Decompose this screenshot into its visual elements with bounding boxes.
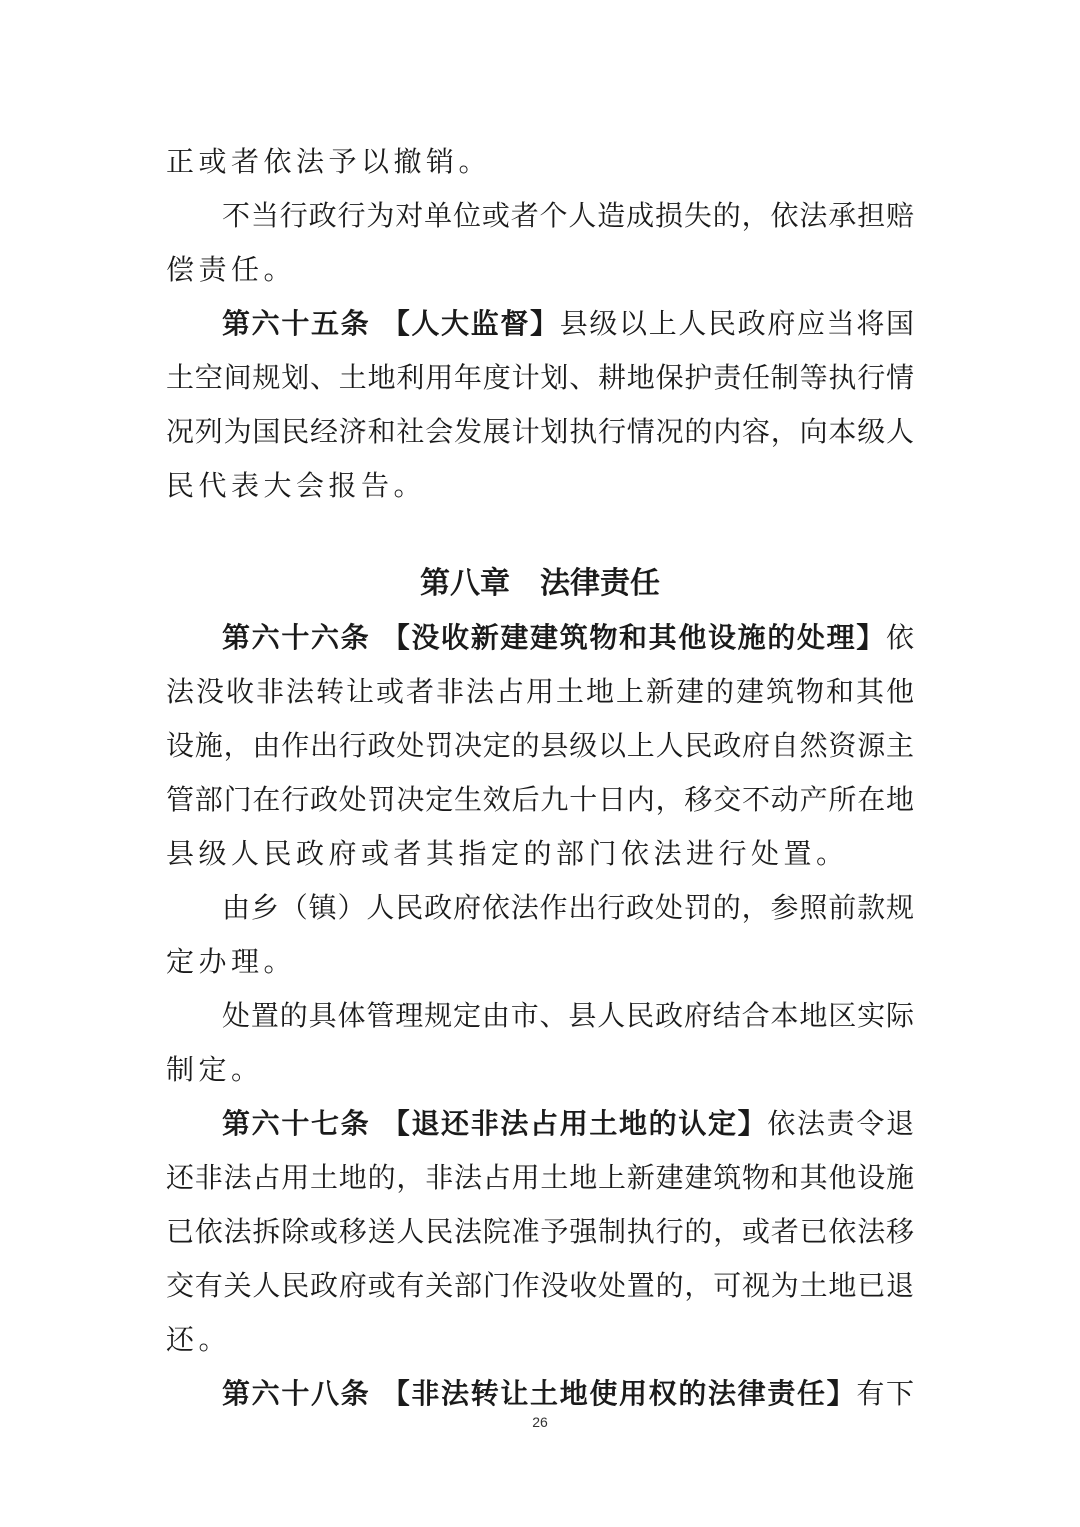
text-line: 已依法拆除或移送人民法院准予强制执行的，或者已依法移 <box>166 1215 914 1248</box>
text-line: 法没收非法转让或者非法占用土地上新建的建筑物和其他 <box>166 675 914 708</box>
text-span: 有下 <box>856 1377 914 1410</box>
text-line: 土空间规划、土地利用年度计划、耕地保护责任制等执行情 <box>166 361 914 394</box>
text-line: 县级人民政府或者其指定的部门依法进行处置。 <box>166 837 849 870</box>
page-number: 26 <box>532 1414 548 1430</box>
chapter-title: 第八章 法律责任 <box>420 566 660 601</box>
text-span: 依 <box>885 621 914 654</box>
text-line: 定办理。 <box>166 945 297 978</box>
article-65-first-line <box>222 297 914 351</box>
text-line: 还非法占用土地的，非法占用土地上新建建筑物和其他设施 <box>166 1161 914 1194</box>
article-66-first-line <box>222 611 914 665</box>
article-66-heading: 第六十六条 【没收新建建筑物和其他设施的处理】 <box>222 621 886 654</box>
article-68-first-line <box>222 1367 914 1421</box>
text-line: 处置的具体管理规定由市、县人民政府结合本地区实际 <box>222 999 914 1032</box>
text-line: 由乡（镇）人民政府依法作出行政处罚的，参照前款规 <box>222 891 914 924</box>
text-line: 交有关人民政府或有关部门作没收处置的，可视为土地已退 <box>166 1269 914 1302</box>
text-line: 制定。 <box>166 1053 264 1086</box>
text-line: 况列为国民经济和社会发展计划执行情况的内容，向本级人 <box>166 415 914 448</box>
article-67-first-line <box>222 1097 914 1151</box>
text-line: 正或者依法予以撤销。 <box>166 145 492 178</box>
text-line: 不当行政行为对单位或者个人造成损失的，依法承担赔 <box>222 199 914 232</box>
text-span: 县级以上人民政府应当将国 <box>559 307 914 340</box>
text-span: 依法责令退 <box>767 1107 914 1140</box>
text-line: 民代表大会报告。 <box>166 469 427 502</box>
text-line: 还。 <box>166 1323 232 1356</box>
text-line: 设施，由作出行政处罚决定的县级以上人民政府自然资源主 <box>166 729 914 762</box>
text-line: 偿责任。 <box>166 253 297 286</box>
article-68-heading: 第六十八条 【非法转让土地使用权的法律责任】 <box>222 1377 857 1410</box>
article-67-heading: 第六十七条 【退还非法占用土地的认定】 <box>222 1107 768 1140</box>
text-line: 管部门在行政处罚决定生效后九十日内，移交不动产所在地 <box>166 783 914 816</box>
article-65-heading: 第六十五条 【人大监督】 <box>222 307 560 340</box>
